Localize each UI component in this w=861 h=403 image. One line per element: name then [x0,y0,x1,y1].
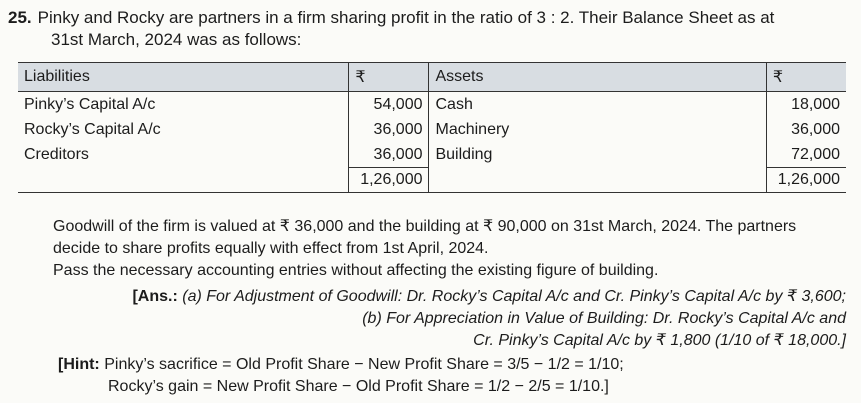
header-liabilities: Liabilities [18,63,349,92]
liability-name: Creditors [24,145,89,163]
liability-amount: 54,000 [349,92,429,118]
question-text-1: Pinky and Rocky are partners in a firm sharing profit in the ratio of 3 : 2. Their Balance Sheet as at [37,8,775,27]
body-line-1: Goodwill of the firm is valued at ₹ 36,000 and the building at ₹ 90,000 on 31st March, 2024. The partners [53,218,797,235]
hint-block [58,354,624,398]
balance-sheet-table [18,62,846,193]
asset-name: Building [435,145,493,163]
question-heading [8,7,853,51]
balance-sheet-header-row [18,63,846,92]
asset-amount: 72,000 [766,142,846,168]
hint-line-1 [58,354,624,376]
answer-text-1: (a) For Adjustment of Goodwill: Dr. Rocky’s Capital A/c and Cr. Pinky’s Capital A/c by ₹ 3,600; [182,288,846,305]
asset-amount: 18,000 [766,92,846,118]
total-row [18,168,846,193]
answer-line-1 [132,286,846,308]
header-assets: Assets [429,63,766,92]
asset-amount: 36,000 [766,117,846,142]
answer-block [132,286,846,352]
hint-text-1: Pinky’s sacrifice = Old Profit Share − New Profit Share = 3/5 − 1/2 = 1/10; [104,356,624,373]
question-body [53,216,853,282]
question-number: 25. [8,8,32,27]
body-line-3: Pass the necessary accounting entries without affecting the existing figure of building. [53,262,659,279]
liability-amount: 36,000 [349,117,429,142]
asset-name: Machinery [435,120,510,138]
question-text-2: 31st March, 2024 was as follows: [51,30,302,49]
table-row [18,92,846,118]
table-row [18,142,846,168]
total-asset-blank [429,168,766,193]
hint-text-2: Rocky’s gain = New Profit Share − Old Profit Share = 1/2 − 2/5 = 1/10.] [108,378,609,395]
hint-label: [Hint: [58,356,100,373]
total-liabilities: 1,26,000 [349,168,429,193]
liability-amount: 36,000 [349,142,429,168]
question-line-1 [8,7,853,29]
header-amount-liabilities: ₹ [349,63,429,92]
header-amount-assets: ₹ [766,63,846,92]
answer-line-2: (b) For Appreciation in Value of Building: Dr. Rocky’s Capital A/c and [362,310,846,327]
total-liability-blank [18,168,349,193]
answer-line-3: Cr. Pinky’s Capital A/c by ₹ 1,800 (1/10 of ₹ 18,000.] [473,332,846,349]
total-assets: 1,26,000 [766,168,846,193]
liability-name: Pinky’s Capital A/c [24,95,156,113]
asset-name: Cash [435,95,473,113]
liability-name: Rocky’s Capital A/c [24,120,161,138]
answer-label: [Ans.: [132,288,178,305]
body-line-2: decide to share profits equally with effect from 1st April, 2024. [53,240,489,257]
table-row [18,117,846,142]
